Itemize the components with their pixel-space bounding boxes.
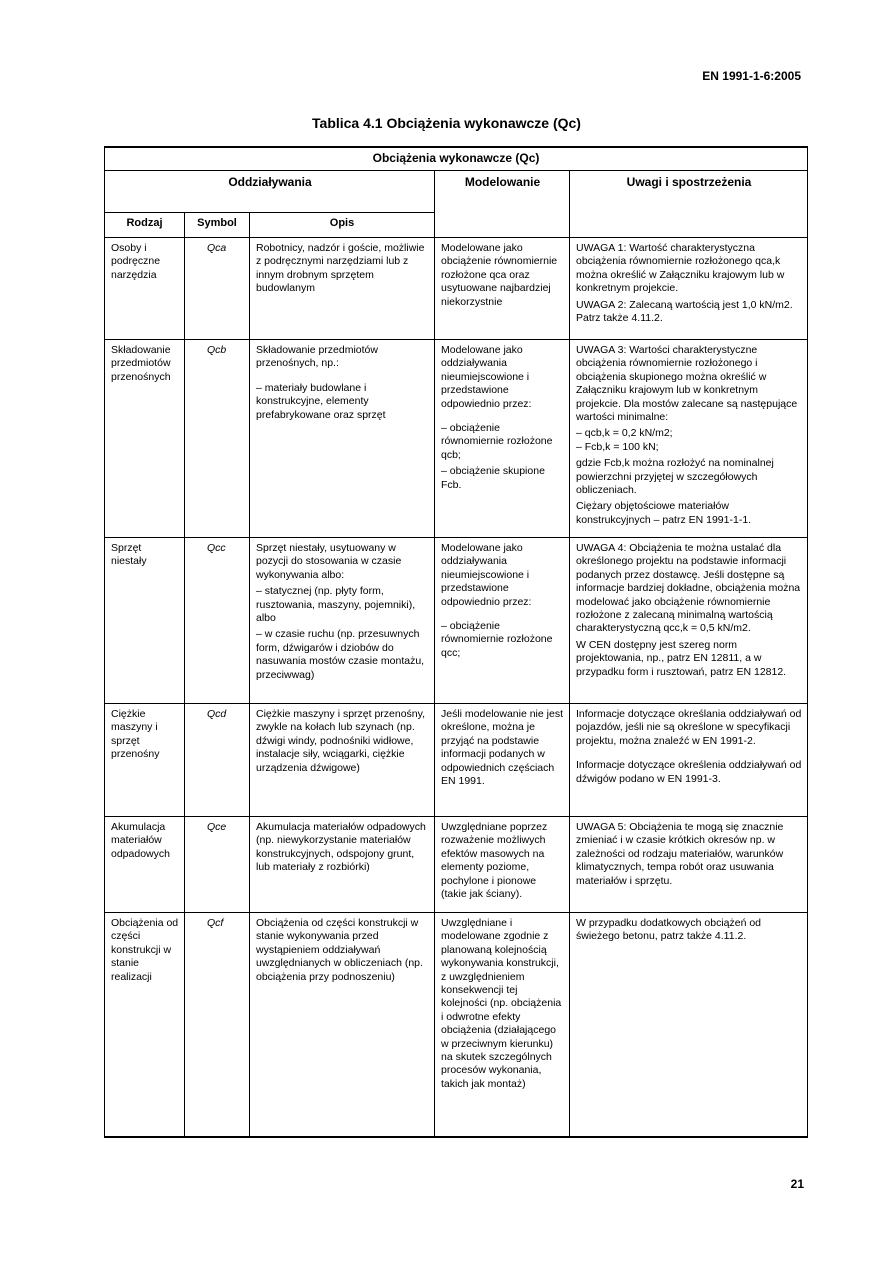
table-row bbox=[105, 238, 808, 340]
remark-note: W przypadku dodatkowych obciążeń od świeżego betonu, patrz także 4.11.2. bbox=[576, 917, 762, 943]
remark-note: UWAGA 3: Wartości charakterystyczne obciążenia równomiernie rozłożonego i obciążenia skupionego można określić w Załączniku krajowym lub w konkretnym projekcie. Dla mostów zalecane są następujące wartości minimalne: bbox=[576, 344, 798, 424]
modelling-text: Modelowane jako oddziaływania nieumiejscowione i przedstawione odpowiednio przez: bbox=[441, 542, 532, 608]
description-text: Ciężkie maszyny i sprzęt przenośny, zwykle na kołach lub szynach (np. dźwigi windy, podnośniki widłowe, instalacje siły, wciągarki, ciężkie urządzenia dźwigowe) bbox=[256, 708, 426, 774]
modelling-text: Modelowane jako obciążenie równomiernie rozłożone qca oraz usytuowane najbardziej niekorzystnie bbox=[441, 242, 558, 308]
row-modelling bbox=[435, 913, 570, 1137]
remark-note: UWAGA 2: Zalecaną wartością jest 1,0 kN/m2. Patrz także 4.11.2. bbox=[576, 298, 793, 325]
row-symbol: Qcc bbox=[185, 538, 250, 704]
modelling-text: Jeśli modelowanie nie jest określone, można je przyjąć na podstawie informacji podanych w odpowiednich częściach EN 1991. bbox=[441, 708, 563, 788]
modelling-text: – obciążenie równomiernie rozłożone qcb; bbox=[441, 422, 553, 461]
row-description bbox=[250, 817, 435, 913]
row-symbol: Qcb bbox=[185, 340, 250, 538]
row-remarks bbox=[570, 340, 808, 538]
description-text: – materiały budowlane i konstrukcyjne, elementy prefabrykowane oraz sprzęt bbox=[256, 381, 386, 421]
construction-loads-table bbox=[104, 146, 808, 1138]
modelling-text: Modelowane jako oddziaływania nieumiejscowione i przedstawione odpowiednio przez: bbox=[441, 344, 532, 410]
modelling-text: – obciążenie skupione Fcb. bbox=[441, 465, 545, 491]
row-symbol: Qcf bbox=[185, 913, 250, 1137]
row-modelling bbox=[435, 704, 570, 817]
row-type: Osoby i podręczne narzędzia bbox=[105, 238, 185, 340]
document-code: EN 1991-1-6:2005 bbox=[702, 69, 801, 83]
remark-note: UWAGA 5: Obciążenia te mogą się znacznie zmieniać i w czasie krótkich okresów np. w zależności od rodzaju materiałów, warunków klimatycznych, tempa robót oraz usuwania materiałów i sprzętu. bbox=[576, 821, 784, 887]
row-symbol: Qcd bbox=[185, 704, 250, 817]
remark-note: – qcb,k = 0,2 kN/m2; bbox=[576, 427, 673, 440]
header-actions: Oddziaływania bbox=[105, 171, 435, 213]
table-row bbox=[105, 817, 808, 913]
remark-note: – Fcb,k = 100 kN; bbox=[576, 440, 659, 453]
row-remarks bbox=[570, 913, 808, 1137]
table-row bbox=[105, 913, 808, 1137]
description-text: Obciążenia od części konstrukcji w stanie wykonywania przed wystąpieniem oddziaływań uwzględnianych w obliczeniach (np. obciążenia przy podnoszeniu) bbox=[256, 917, 423, 983]
row-modelling bbox=[435, 538, 570, 704]
remark-note: Ciężary objętościowe materiałów konstrukcyjnych – patrz EN 1991-1-1. bbox=[576, 500, 752, 526]
row-modelling bbox=[435, 817, 570, 913]
row-description bbox=[250, 238, 435, 340]
modelling-text: – obciążenie równomiernie rozłożone qcc; bbox=[441, 620, 553, 659]
row-symbol: Qca bbox=[185, 238, 250, 340]
description-text: Sprzęt niestały, usytuowany w pozycji do stosowania w czasie wykonywania albo: bbox=[256, 542, 402, 581]
row-modelling bbox=[435, 340, 570, 538]
row-description bbox=[250, 704, 435, 817]
modelling-text: Uwzględniane poprzez rozważenie możliwych efektów masowych na elementy poziome, pochylone i pionowe (takie jak ściany). bbox=[441, 821, 548, 901]
header-type: Rodzaj bbox=[105, 213, 185, 238]
remark-note: UWAGA 1: Wartość charakterystyczna obciążenia równomiernie rozłożonego qca,k można określić w Załączniku krajowym lub w konkretnym projekcie. bbox=[576, 242, 785, 295]
row-type: Ciężkie maszyny i sprzęt przenośny bbox=[105, 704, 185, 817]
row-type: Akumulacja materiałów odpadowych bbox=[105, 817, 185, 913]
table-row bbox=[105, 340, 808, 538]
page-number: 21 bbox=[790, 1177, 804, 1191]
row-type: Składowanie przedmiotów przenośnych bbox=[105, 340, 185, 538]
row-remarks bbox=[570, 704, 808, 817]
table-row bbox=[105, 704, 808, 817]
row-type: Obciążenia od części konstrukcji w stanie realizacji bbox=[105, 913, 185, 1137]
modelling-text: Uwzględniane i modelowane zgodnie z planowaną kolejnością wykonywania konstrukcji, z uwzględnieniem konsekwencji tej kolejności (np. obciążenia i odwrotne efekty obciążenia (działającego w przeciwnym kierunku) na skutek szczególnych procesów wykonania, takich jak montaż) bbox=[441, 917, 562, 1090]
description-text: Składowanie przedmiotów przenośnych, np.: bbox=[256, 344, 378, 370]
description-text: – w czasie ruchu (np. przesuwnych form, dźwigarów i dziobów do nasuwania mostów czasie montażu, przeciwwag) bbox=[256, 628, 425, 681]
remark-note: UWAGA 4: Obciążenia te można ustalać dla określonego projektu na podstawie informacji podanych przez dostawcę. Jeśli dostępne są informacje bardziej dokładne, obciążenia można modelować jako obciążenie równomiernie rozłożone z zalecaną minimalną wartością charakterystyczną qcc,k = 0,5 kN/m2. bbox=[576, 542, 801, 635]
header-symbol: Symbol bbox=[185, 213, 250, 238]
row-remarks bbox=[570, 238, 808, 340]
description-text: Akumulacja materiałów odpadowych (np. niewykorzystanie materiałów konstrukcyjnych, odspojony grunt, lub materiały z rozbiórki) bbox=[256, 821, 426, 874]
row-remarks bbox=[570, 538, 808, 704]
row-modelling bbox=[435, 238, 570, 340]
remark-note: W CEN dostępny jest szereg norm projektowania, np., patrz EN 12811, a w przypadku form i rusztowań, patrz EN 12812. bbox=[576, 638, 787, 678]
description-text: – statycznej (np. płyty form, rusztowania, maszyny, pojemniki), albo bbox=[256, 585, 416, 625]
row-type: Sprzęt niestały bbox=[105, 538, 185, 704]
row-symbol: Qce bbox=[185, 817, 250, 913]
table-title: Tablica 4.1 Obciążenia wykonawcze (Qc) bbox=[312, 115, 581, 131]
header-modelling: Modelowanie bbox=[435, 171, 570, 238]
remark-note: gdzie Fcb,k można rozłożyć na nominalnej powierzchni przyjętej w szczegółowych obliczeniach. bbox=[576, 457, 774, 497]
table-row bbox=[105, 538, 808, 704]
row-description bbox=[250, 538, 435, 704]
description-text: Robotnicy, nadzór i goście, możliwie z podręcznymi narzędziami lub z innym drobnym sprzętem budowlanym bbox=[256, 242, 425, 295]
row-description bbox=[250, 913, 435, 1137]
row-description bbox=[250, 340, 435, 538]
table-main-header: Obciążenia wykonawcze (Qc) bbox=[105, 147, 808, 171]
remark-note: Informacje dotyczące określania oddziaływań od pojazdów, jeśli nie są określone w specyfikacji projektu, można znaleźć w EN 1991-2. bbox=[576, 708, 802, 747]
header-description: Opis bbox=[250, 213, 435, 238]
remark-note: Informacje dotyczące określenia oddziaływań od dźwigów podano w EN 1991-3. bbox=[576, 759, 802, 785]
row-remarks bbox=[570, 817, 808, 913]
header-remarks: Uwagi i spostrzeżenia bbox=[570, 171, 808, 238]
